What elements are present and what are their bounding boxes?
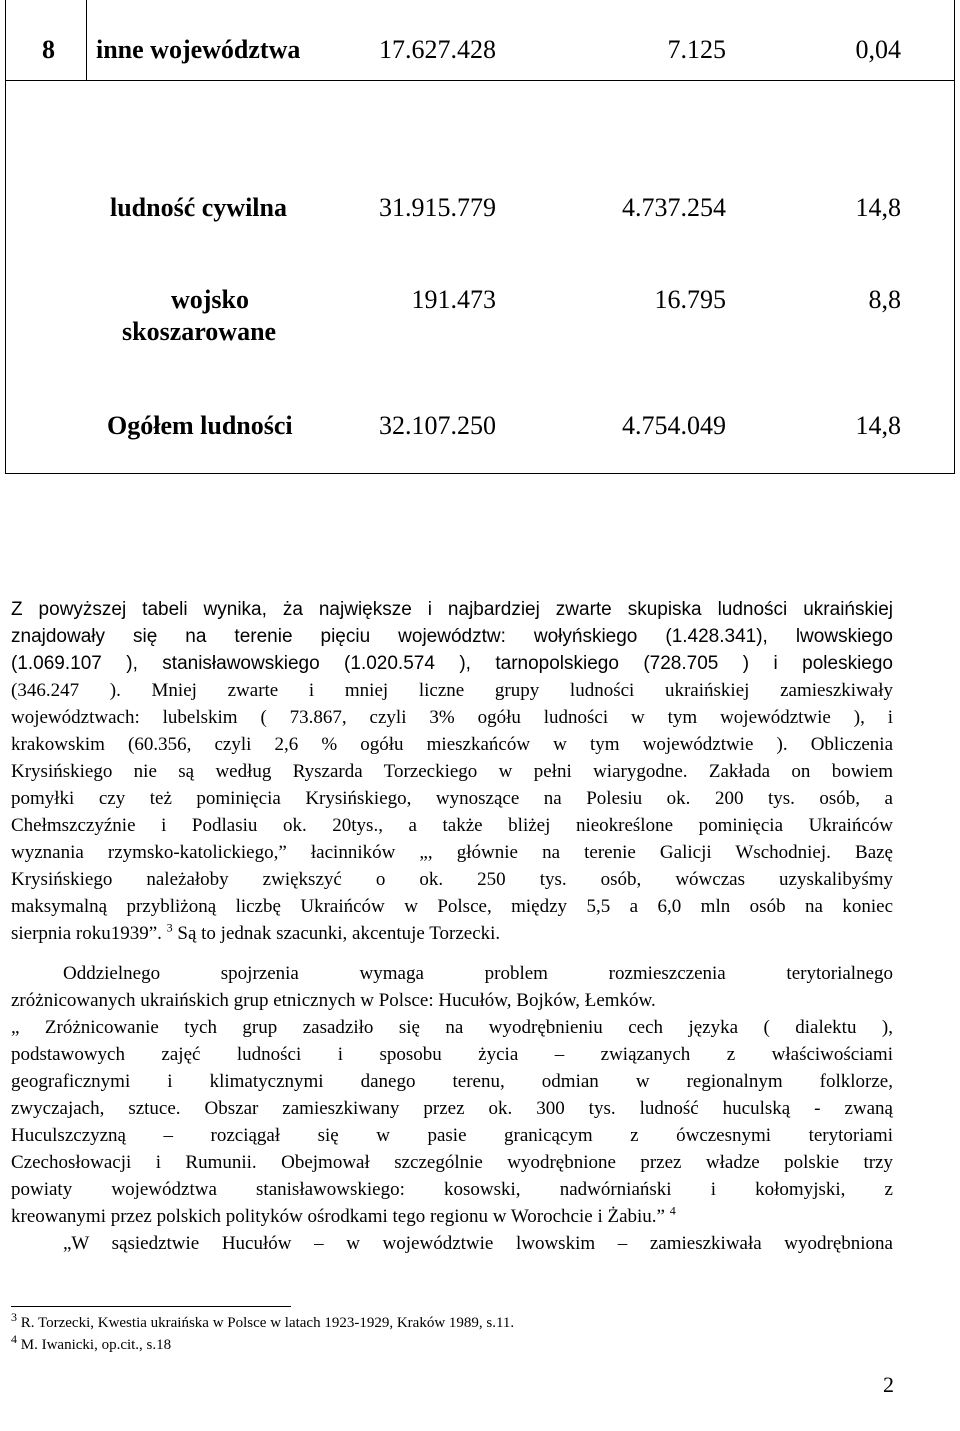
- footnote-ref: 3: [166, 920, 173, 935]
- text-line-last: [11, 920, 893, 947]
- text: Są to jednak szacunki, akcentuje Torzecki.: [172, 923, 501, 944]
- text-line: geograficznymi i klimatycznymi danego terenu, odmian w regionalnym folklorze,: [11, 1071, 893, 1092]
- cell-total-population: 31.915.779: [379, 193, 496, 222]
- population-table: [5, 0, 955, 474]
- page-number: 2: [883, 1372, 894, 1397]
- paragraph-ethnic-groups: [11, 960, 893, 1014]
- text-line: województwach: lubelskim ( 73.867, czyli 3% ogółu ludności w tym województwie ), i: [11, 707, 893, 728]
- footnote-separator: [11, 1306, 291, 1307]
- cell-percentage: 8,8: [868, 285, 901, 314]
- text-line: (346.247 ). Mniej zwarte i mniej liczne grupy ludności ukraińskiej zamieszkiwały: [11, 680, 893, 701]
- cell-percentage: 14,8: [855, 193, 901, 222]
- text-line: (1.069.107 ), stanisławowskiego (1.020.574 ), tarnopolskiego (728.705 ) i poleskiego: [11, 653, 893, 674]
- text-line: podstawowych zajęć ludności i sposobu życia – związanych z właściwościami: [11, 1044, 893, 1065]
- text: kreowanymi przez polskich polityków ośrodkami tego regionu w Worochcie i Żabiu.”: [11, 1206, 665, 1227]
- cell-total-population: 191.473: [411, 285, 496, 314]
- text-line: pomyłki czy też pominięcia Krysińskiego, wynoszące na Polesiu ok. 200 tys. osób, a: [11, 788, 893, 809]
- cell-ukrainian-population: 4.754.049: [622, 411, 726, 440]
- paragraph-quote-hutsuls: [11, 1014, 893, 1230]
- row-label-total: Ogółem ludności: [107, 411, 293, 440]
- footnote-mark: 4: [11, 1332, 17, 1346]
- text-line: „W sąsiedztwie Hucułów – w województwie lwowskim – zamieszkiwała wyodrębniona: [63, 1233, 893, 1254]
- text-line: Z powyższej tabeli wynika, ża największe i najbardziej zwarte skupiska ludności ukraińskiej: [11, 599, 893, 620]
- row-label-army-line1: wojsko: [171, 285, 250, 314]
- text-line: Oddzielnego spojrzenia wymaga problem rozmieszczenia terytorialnego: [63, 963, 893, 984]
- cell-total-population: 17.627.428: [379, 35, 496, 64]
- cell-percentage: 14,8: [855, 411, 901, 440]
- cell-total-population: 32.107.250: [379, 411, 496, 440]
- text-line: Chełmszczyźnie i Podlasiu ok. 20tys., a także bliżej nieokreślone pominięcia Ukraińców: [11, 815, 893, 836]
- paragraph-analysis: [11, 596, 893, 947]
- table-column-divider: [86, 0, 87, 80]
- footnote-4: [11, 1334, 171, 1356]
- cell-percentage: 0,04: [855, 35, 901, 64]
- text-line-last: zróżnicowanych ukraińskich grup etnicznych w Polsce: Hucułów, Bojków, Łemków.: [11, 990, 656, 1011]
- text-line: Huculszczyzną – rozciągał się w pasie granicącym z ówczesnymi terytoriami: [11, 1125, 893, 1146]
- cell-ukrainian-population: 7.125: [667, 35, 726, 64]
- footnote-ref: 4: [669, 1203, 676, 1218]
- paragraph-quote-neighbourhood: [11, 1230, 893, 1257]
- footnote-3: [11, 1312, 514, 1334]
- footnote-mark: 3: [11, 1310, 17, 1324]
- text-line-last: [11, 1203, 893, 1230]
- text-line: znajdowały się na terenie pięciu województw: wołyńskiego (1.428.341), lwowskiego: [11, 626, 893, 647]
- text-line: powiaty województwa stanisławowskiego: kosowski, nadwórniański i kołomyjski, z: [11, 1179, 893, 1200]
- row-label-other-voivodeships: inne województwa: [96, 35, 301, 64]
- row-number: 8: [42, 35, 55, 64]
- text-line: zwyczajach, sztuce. Obszar zamieszkiwany przez ok. 300 tys. ludność huculską - zwaną: [11, 1098, 893, 1119]
- footnote-text: R. Torzecki, Kwestia ukraińska w Polsce w latach 1923-1929, Kraków 1989, s.11.: [17, 1315, 515, 1331]
- text-line: Krysińskiego nie są według Ryszarda Torzeckiego w pełni wiarygodne. Zakłada on bowiem: [11, 761, 893, 782]
- cell-ukrainian-population: 16.795: [654, 285, 726, 314]
- cell-ukrainian-population: 4.737.254: [622, 193, 726, 222]
- text-line: wyznania rzymsko-katolickiego,” łacinników „, głównie na terenie Galicji Wschodniej. Bazę: [11, 842, 893, 863]
- text-line: krakowskim (60.356, czyli 2,6 % ogółu mieszkańców w tym województwie ). Obliczenia: [11, 734, 893, 755]
- row-label-army-line2: skoszarowane: [122, 317, 277, 346]
- row-label-civilian: ludność cywilna: [110, 193, 287, 222]
- table-row-divider: [6, 80, 954, 81]
- text-line: Krysińskiego należałoby zwiększyć o ok. 250 tys. osób, wówczas uzyskalibyśmy: [11, 869, 893, 890]
- text-line: „ Zróżnicowanie tych grup zasadziło się na wyodrębnieniu cech języka ( dialektu ),: [11, 1017, 893, 1038]
- footnote-text: M. Iwanicki, op.cit., s.18: [17, 1337, 172, 1353]
- text: sierpnia roku1939”.: [11, 923, 162, 944]
- text-line: Czechosłowacji i Rumunii. Obejmował szczególnie wyodrębnione przez władze polskie trzy: [11, 1152, 893, 1173]
- text-line: maksymalną przybliżoną liczbę Ukraińców w Polsce, między 5,5 a 6,0 mln osób na koniec: [11, 896, 893, 917]
